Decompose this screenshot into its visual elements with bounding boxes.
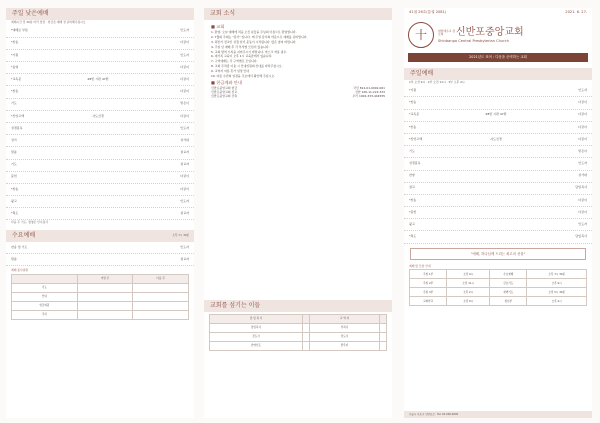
left-panel xyxy=(6,8,194,418)
order-item: *찬송 xyxy=(409,124,417,129)
issue-date: 2021. 6. 27. xyxy=(565,10,587,14)
order-item: *예배로 부름 xyxy=(11,28,28,33)
order-leader: 다같이 xyxy=(180,186,189,191)
staff-row xyxy=(210,333,387,342)
order-leader: 인도자 xyxy=(180,198,189,203)
staff-col-head: 담 임 목 사 xyxy=(210,315,303,324)
staff-cell: 전도사 xyxy=(210,333,303,342)
order-leader: 설교자 xyxy=(180,211,189,216)
staff-cell xyxy=(380,324,387,333)
order-row xyxy=(404,231,592,243)
order-row xyxy=(6,242,194,254)
order-leader: 설교자 xyxy=(180,256,189,261)
service-col-head: 다음 주 xyxy=(133,274,189,283)
staff-col-head xyxy=(303,315,310,324)
order-item: 말씀 xyxy=(11,150,17,155)
order-item: 광고 xyxy=(11,198,17,203)
worship-quote: "예배, 하나님께 드리는 최고의 선물" xyxy=(410,248,586,260)
schedule-cell: 오전 9시 xyxy=(447,297,490,306)
order-leader: 인도자 xyxy=(578,222,587,226)
schedule-cell: 오후 7시 30분 xyxy=(527,270,587,279)
order-leader: 다같이 xyxy=(180,40,189,45)
order-row xyxy=(404,85,592,97)
news-item: 8. 교회 주차장 이용 시 안내위원의 안내를 따라주십시오. xyxy=(211,63,283,68)
order-row xyxy=(6,135,194,147)
sunday-order-list xyxy=(404,85,592,243)
order-item: 기도 xyxy=(11,101,17,106)
account-row xyxy=(211,95,385,99)
service-cell xyxy=(77,283,133,292)
schedule-cell: 주일 1부 xyxy=(410,270,447,279)
order-item: *교독문 xyxy=(409,112,420,117)
order-leader: 담임목사 xyxy=(575,234,587,239)
order-row xyxy=(404,97,592,109)
order-item: 찬송 및 기도 xyxy=(11,244,28,249)
sunday-worship-header: 주일예배 xyxy=(404,68,592,80)
order-row xyxy=(6,38,194,50)
staff-col-head: 교 역 자 xyxy=(309,315,379,324)
order-leader: 다같이 xyxy=(578,100,587,105)
staff-cell: 부목사 xyxy=(309,324,379,333)
news-item: 3. 하반기 전교인 성경 읽기 운동이 시작됩니다. 많은 참여 바랍니다. xyxy=(211,39,297,44)
service-table-title: 예배 봉사위원 xyxy=(11,268,29,273)
right-panel xyxy=(404,8,592,418)
order-row xyxy=(404,207,592,219)
staff-cell xyxy=(380,333,387,342)
schedule-cell: 청년부 xyxy=(490,297,527,306)
service-cell xyxy=(133,283,189,292)
service-row xyxy=(12,301,189,310)
order-item: *찬송 xyxy=(409,100,417,105)
order-leader: 인도자 xyxy=(180,28,189,33)
service-cell xyxy=(77,310,133,319)
church-logo-icon: 十 xyxy=(408,22,434,48)
order-row xyxy=(404,171,592,183)
order-row xyxy=(6,25,194,37)
order-leader: 인도자 xyxy=(180,125,189,130)
annual-motto: 2021년도 표어 : 다음을 준비하는 교회 xyxy=(408,53,588,61)
church-banner xyxy=(408,19,588,51)
order-row xyxy=(404,195,592,207)
schedule-cell: 주일 3부 xyxy=(410,288,447,297)
order-leader: 인도자 xyxy=(578,161,587,166)
service-cell: 기도 xyxy=(12,283,78,292)
sunday-worship-times: 1부 오전 9시 · 2부 오전 11시 · 3부 오후 2시 xyxy=(409,79,465,84)
schedule-row xyxy=(410,270,587,279)
order-item: 기도 xyxy=(11,162,17,167)
order-leader: 다같이 xyxy=(180,89,189,94)
schedule-cell: 오후 9시 xyxy=(527,279,587,288)
middle-panel xyxy=(204,8,392,418)
order-row xyxy=(6,184,194,196)
order-item: *축도 xyxy=(11,211,19,216)
order-detail: 사도신경 xyxy=(490,136,502,141)
news-item: 9. 교역자 여름 휴가 일정 안내 xyxy=(211,68,250,73)
staff-cell: 찬양인도 xyxy=(210,342,303,351)
order-item: *송영 xyxy=(11,64,19,69)
order-row xyxy=(6,147,194,159)
staff-cell xyxy=(303,324,310,333)
morning-order-list xyxy=(6,25,194,220)
account-number: 우리 1002-333-444555 xyxy=(352,93,385,98)
order-item: 기도 xyxy=(409,148,415,153)
order-item: *봉헌 xyxy=(409,209,417,214)
schedule-cell: 교회학교 xyxy=(410,297,447,306)
staff-row xyxy=(210,342,387,351)
staff-cell xyxy=(380,342,387,351)
order-leader: 다같이 xyxy=(180,76,189,81)
service-table xyxy=(11,274,189,320)
service-cell xyxy=(133,301,189,310)
order-row xyxy=(404,146,592,158)
service-cell xyxy=(77,301,133,310)
account-number: 신한 100-11-222-333 xyxy=(355,90,385,95)
wednesday-order-list xyxy=(6,242,194,266)
order-item: *찬송 xyxy=(409,197,417,202)
order-leader: 다같이 xyxy=(578,209,587,214)
order-item: *찬송 xyxy=(11,186,19,191)
order-row xyxy=(6,62,194,74)
order-leader: 다같이 xyxy=(578,197,587,202)
staff-cell: 반주자 xyxy=(309,342,379,351)
order-leader: 인도자 xyxy=(578,87,587,92)
church-address: 서울시 서초구 신반포로 · Tel. 02-000-0000 xyxy=(404,411,592,418)
news-item: 10. 여름 수련회 일정을 주보에서 확인해 주십시오. xyxy=(211,73,276,78)
staff-table xyxy=(209,314,387,351)
order-item: *기원 xyxy=(11,52,19,57)
news-item: 5. 교회 방역 수칙을 지켜주시기 바랍니다. 마스크 착용 필수. xyxy=(211,49,288,54)
service-cell xyxy=(77,292,133,301)
church-name-en: Shinbanpo Central Presbyterian Church xyxy=(438,39,509,44)
order-row xyxy=(404,183,592,195)
church-name: 신반포중앙교회 xyxy=(456,26,524,38)
order-leader: 담임목사 xyxy=(575,185,587,190)
staff-cell xyxy=(303,333,310,342)
service-cell xyxy=(133,292,189,301)
order-detail: 사도신경 xyxy=(92,113,104,118)
service-row xyxy=(12,283,189,292)
order-leader: 다같이 xyxy=(180,113,189,118)
news-heading: ■ 교회 xyxy=(211,24,225,29)
schedule-table xyxy=(409,269,587,306)
offering-heading: ■ 헌금계좌 안내 xyxy=(211,80,242,86)
order-item: *찬송 xyxy=(11,89,19,94)
order-row xyxy=(6,74,194,86)
service-col-head: 이번 주 xyxy=(77,274,133,283)
staff-col-head xyxy=(380,315,387,324)
order-row xyxy=(404,122,592,134)
staff-header: 교회를 섬기는 이들 xyxy=(204,300,392,312)
news-body xyxy=(204,20,392,100)
schedule-cell: 새벽기도 xyxy=(490,288,527,297)
order-item: 말씀 xyxy=(11,256,17,261)
order-leader: 다같이 xyxy=(180,64,189,69)
news-item: 4. 주일 낮 예배 후 각 부서별 모임이 있습니다. xyxy=(211,44,270,49)
issue-line xyxy=(404,8,592,16)
staff-row xyxy=(210,324,387,333)
order-item: 찬양 xyxy=(409,173,415,178)
news-item: 6. 새가족 교육이 오후 1시 교육관에서 있습니다. xyxy=(211,54,273,59)
order-item: *축도 xyxy=(409,234,417,239)
account-name: 신반포중앙교회 헌금 xyxy=(211,86,238,91)
order-leader: 성가대 xyxy=(578,173,587,178)
account-name: 신반포중앙교회 선교 xyxy=(211,90,238,95)
order-leader: 다같이 xyxy=(578,136,587,141)
schedule-cell: 수요예배 xyxy=(490,270,527,279)
news-header: 교회 소식 xyxy=(204,8,392,20)
schedule-cell: 금요기도 xyxy=(490,279,527,288)
order-row xyxy=(404,219,592,231)
order-item: *찬송 xyxy=(11,40,19,45)
order-leader: 인도자 xyxy=(180,52,189,57)
issue-number: 41권 26호(통권 2081) xyxy=(409,10,447,14)
order-leader: 맡은이 xyxy=(180,101,189,106)
order-leader: 설교자 xyxy=(180,150,189,155)
order-row xyxy=(6,160,194,172)
service-col-head xyxy=(12,274,78,283)
schedule-cell: 주일 2부 xyxy=(410,279,447,288)
schedule-title: 예배 및 모임 안내 xyxy=(409,263,431,268)
service-row xyxy=(12,292,189,301)
order-row xyxy=(6,208,194,220)
morning-worship-header: 주일 낮은예배 xyxy=(6,8,194,20)
order-detail: 28번 시편 47편 xyxy=(87,76,109,81)
order-leader: 다같이 xyxy=(180,174,189,179)
order-item: *신앙고백 xyxy=(409,136,423,141)
order-item: 성가 xyxy=(11,137,17,142)
denomination: 대한예수교 장로회 xyxy=(438,28,456,37)
order-item: *교독문 xyxy=(11,76,22,81)
staff-cell xyxy=(303,342,310,351)
schedule-cell: 오전 9시 xyxy=(447,270,490,279)
schedule-cell: 오전 5시 30분 xyxy=(527,288,587,297)
wednesday-worship-header: 수요예배 오후 7시 30분 xyxy=(6,230,194,242)
order-leader: 성가대 xyxy=(180,137,189,142)
order-row xyxy=(404,110,592,122)
order-leader: 설교자 xyxy=(180,162,189,167)
order-leader: 다같이 xyxy=(578,112,587,117)
service-cell xyxy=(133,310,189,319)
service-cell: 주차 xyxy=(12,310,78,319)
morning-note: 예배시간 전 30분 미리 입장 · 헌금은 예배 전 준비해주십시오 xyxy=(11,20,86,24)
schedule-row xyxy=(410,288,587,297)
account-number: 국민 812-01-0002-001 xyxy=(353,86,385,91)
order-leader: 맡은이 xyxy=(578,148,587,153)
order-row xyxy=(6,99,194,111)
order-item: *신앙고백 xyxy=(11,113,25,118)
schedule-row xyxy=(410,279,587,288)
service-row xyxy=(12,310,189,319)
order-item: 봉헌 xyxy=(11,174,17,179)
staff-cell: 담임목사 xyxy=(210,324,303,333)
order-row xyxy=(6,172,194,184)
schedule-cell: 오전 11시 xyxy=(447,279,490,288)
staff-cell: 전도사 xyxy=(309,333,379,342)
order-row xyxy=(6,111,194,123)
service-cell: 안내 xyxy=(12,292,78,301)
order-leader: 다같이 xyxy=(578,124,587,129)
order-item: 설교 xyxy=(409,185,415,190)
order-row xyxy=(6,254,194,266)
schedule-row xyxy=(410,297,587,306)
order-row xyxy=(6,50,194,62)
news-item: 7. 구역예배는 각 구역별로 모입니다. xyxy=(211,59,258,64)
schedule-cell: 오후 2시 xyxy=(447,288,490,297)
order-item: 광고 xyxy=(409,222,415,226)
account-name: 신반포중앙교회 건축 xyxy=(211,93,238,98)
order-item: 성경봉독 xyxy=(11,125,23,130)
order-item: 성경봉독 xyxy=(409,161,421,166)
order-row xyxy=(6,86,194,98)
order-row xyxy=(404,158,592,170)
news-item: 2. 7월의 주제는 "감사" 입니다. 매 주일 감사의 마음으로 예배를 준비합니다. xyxy=(211,35,308,40)
order-item: *기원 xyxy=(409,87,417,92)
order-leader: 인도자 xyxy=(180,244,189,249)
next-week-remark: 다음 주 기도: 정영은 안수집사 xyxy=(11,220,48,225)
order-row xyxy=(6,196,194,208)
service-cell: 헌금위원 xyxy=(12,301,78,310)
order-detail: 28번 시편 47편 xyxy=(485,112,507,117)
order-row xyxy=(6,123,194,135)
order-row xyxy=(404,134,592,146)
news-item: 1. 환영: 오늘 예배에 처음 오신 분들을 주님의 이름으로 환영합니다. xyxy=(211,30,297,35)
schedule-cell: 오후 2시 xyxy=(527,297,587,306)
